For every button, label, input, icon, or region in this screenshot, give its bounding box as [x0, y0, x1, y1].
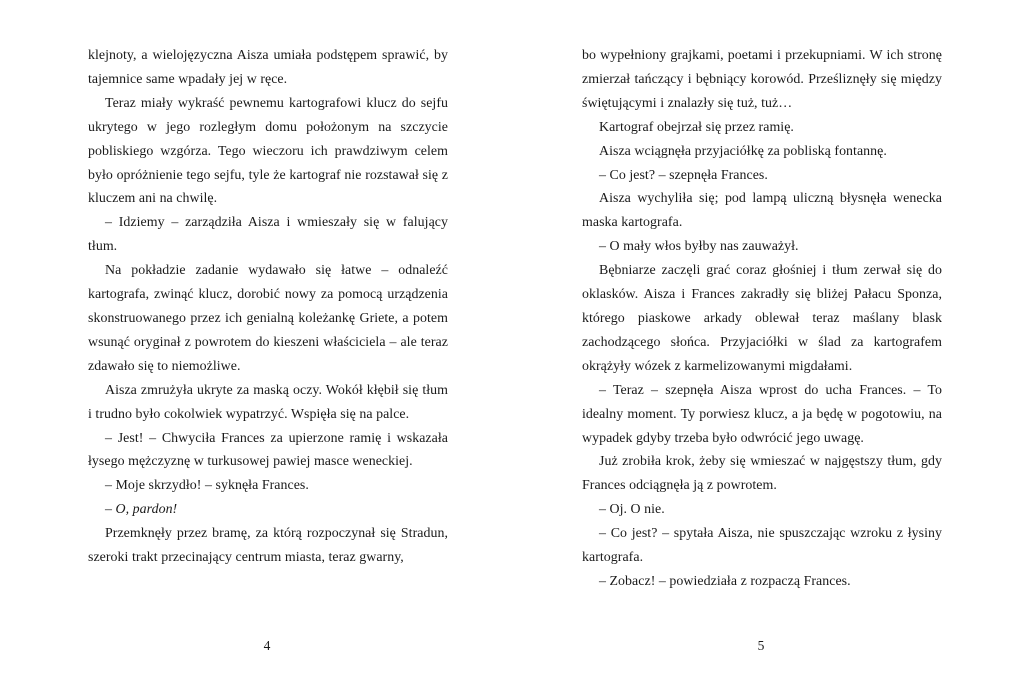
- paragraph: Na pokładzie zadanie wydawało się łatwe – odnaleźć kartografa, zwinąć klucz, dorobić nowy za pomocą urządzenia skonstruowanego przez ich genialną koleżankę Griete, a potem wsunąć oryginał z powrotem do kieszeni właściciela – ale teraz zdawało się to niemożliwe.: [88, 263, 448, 374]
- paragraph: klejnoty, a wielojęzyczna Aisza umiała podstępem sprawić, by tajemnice same wpadały jej w ręce.: [88, 48, 448, 87]
- paragraph: Aisza zmrużyła ukryte za maską oczy. Wokół kłębił się tłum i trudno było cokolwiek wypatrzyć. Wspięła się na palce.: [88, 382, 448, 422]
- left-page-text: [88, 44, 448, 570]
- paragraph: – Oj. O nie.: [599, 502, 665, 518]
- paragraph: Aisza wciągnęła przyjaciółkę za pobliską fontannę.: [599, 143, 887, 159]
- left-page: [88, 44, 448, 570]
- paragraph: – O mały włos byłby nas zauważył.: [599, 239, 799, 255]
- paragraph: Teraz miały wykraść pewnemu kartografowi klucz do sejfu ukrytego w jego rozległym domu położonym na szczycie pobliskiego wzgórza. Tego wieczoru ich prawdziwym celem było opróżnienie tego sejfu, tyle że kartograf nie rozstawał się z kluczem ani na chwilę.: [88, 95, 448, 207]
- paragraph: – Moje skrzydło! – syknęła Frances.: [105, 478, 309, 494]
- paragraph: Bębniarze zaczęli grać coraz głośniej i tłum zerwał się do oklasków. Aisza i Frances zakradły się bliżej Pałacu Sponza, którego piaskowe arkady oblewał teraz maślany blask zachodzącego słońca. Przyjaciółki w ślad za kartografem okrążyły wózek z karmelizowanymi migdałami.: [582, 263, 942, 374]
- paragraph: – O, pardon!: [105, 502, 178, 518]
- paragraph: – Jest! – Chwyciła Frances za upierzone ramię i wskazała łysego mężczyznę w turkusowej pawiej masce weneckiej.: [88, 430, 448, 470]
- paragraph: – Teraz – szepnęła Aisza wprost do ucha Frances. – To idealny moment. Ty porwiesz klucz, a ja będę w pogotowiu, na wypadek gdyby trzeba było odwrócić jego uwagę.: [582, 382, 942, 446]
- right-page-text: [582, 44, 942, 594]
- paragraph: bo wypełniony grajkami, poetami i przekupniami. W ich stronę zmierzał tańczący i bębniący korowód. Prześliznęły się między świętującymi i znalazły się tuż, tuż…: [582, 48, 942, 111]
- paragraph: – Co jest? – szepnęła Frances.: [599, 167, 768, 183]
- paragraph: – Idziemy – zarządziła Aisza i wmieszały się w falujący tłum.: [88, 215, 448, 255]
- right-page: [582, 44, 942, 594]
- page-number-right: 5: [757, 638, 765, 653]
- paragraph: – Co jest? – spytała Aisza, nie spuszczając wzroku z łysiny kartografa.: [582, 526, 942, 566]
- paragraph: Aisza wychyliła się; pod lampą uliczną błysnęła wenecka maska kartografa.: [582, 191, 942, 231]
- paragraph: Przemknęły przez bramę, za którą rozpoczynał się Stradun, szeroki trakt przecinający centrum miasta, teraz gwarny,: [88, 526, 448, 566]
- paragraph: Kartograf obejrzał się przez ramię.: [599, 119, 794, 135]
- paragraph: Już zrobiła krok, żeby się wmieszać w najgęstszy tłum, gdy Frances odciągnęła ją z powrotem.: [582, 454, 942, 494]
- paragraph: – Zobacz! – powiedziała z rozpaczą Frances.: [599, 573, 851, 589]
- page-number-left: 4: [263, 638, 271, 653]
